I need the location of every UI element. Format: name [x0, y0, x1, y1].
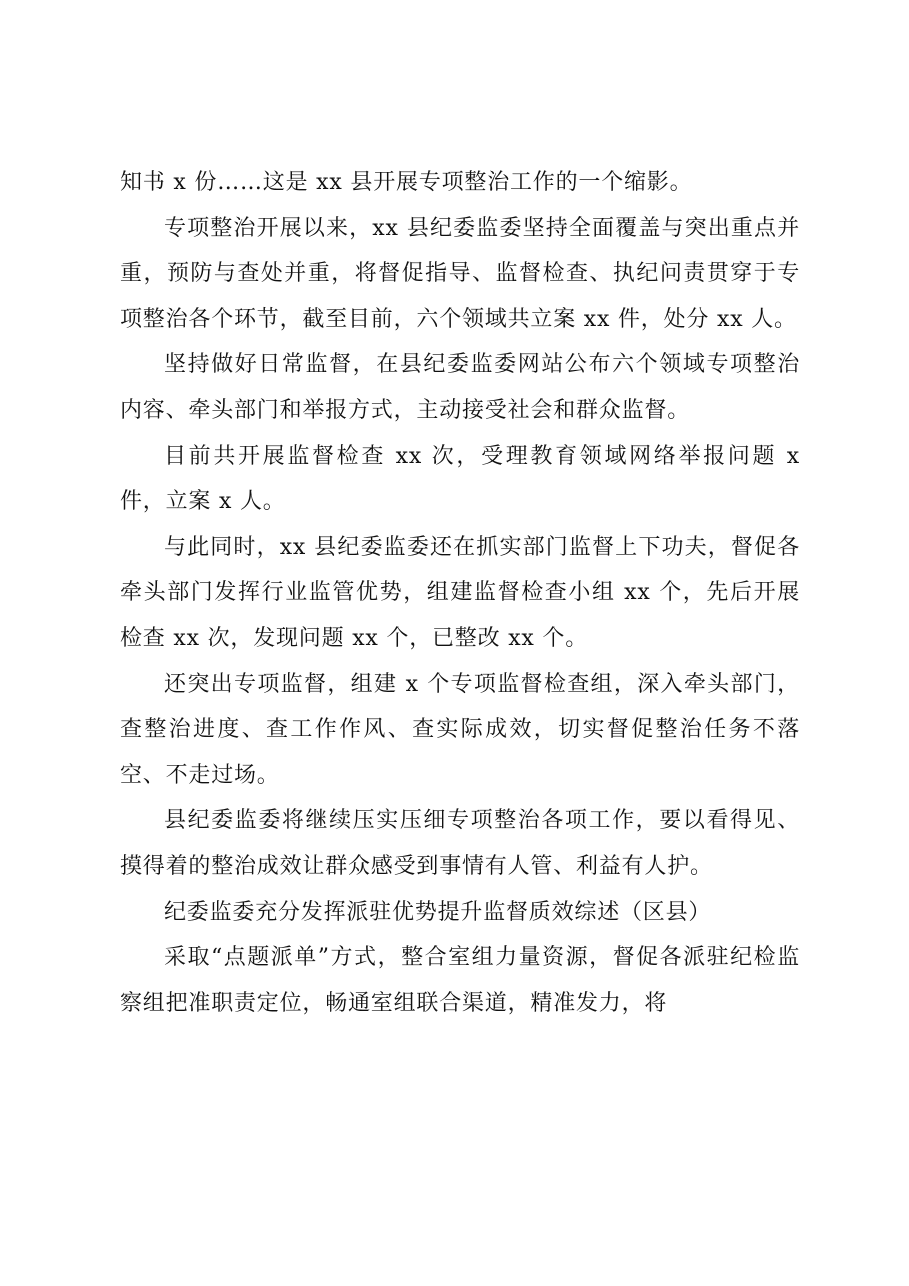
paragraph-inspection-stats: 目前共开展监督检查 xx 次，受理教育领域网络举报问题 x 件，立案 x 人。 [120, 443, 800, 515]
section-title: 纪委监委充分发挥派驻优势提升监督质效综述（区县） [164, 899, 712, 925]
paragraph-overview: 专项整治开展以来，xx 县纪委监委坚持全面覆盖与突出重点并重，预防与查处并重，将督促指导、监督检查、执纪问责贯穿于专项整治各个环节，截至目前，六个领域共立案 xx 件，处分 xx 人。 [120, 215, 800, 332]
document-body [120, 160, 800, 1026]
paragraph-department-supervision: 与此同时，xx 县纪委监委还在抓实部门监督上下功夫，督促各牵头部门发挥行业监管优势，组建监督检查小组 xx 个，先后开展检查 xx 次，发现问题 xx 个，已整改 xx 个。 [120, 534, 800, 651]
paragraph-continuation: 知书 x 份……这是 xx 县开展专项整治工作的一个缩影。 [120, 170, 693, 195]
paragraph-daily-supervision: 坚持做好日常监督，在县纪委监委网站公布六个领域专项整治内容、牵头部门和举报方式，主动接受社会和群众监督。 [120, 352, 800, 423]
paragraph-special-supervision: 还突出专项监督，组建 x 个专项监督检查组，深入牵头部门，查整治进度、查工作作风、查实际成效，切实督促整治任务不落空、不走过场。 [120, 671, 800, 788]
paragraph-conclusion: 县纪委监委将继续压实压细专项整治各项工作，要以看得见、摸得着的整治成效让群众感受到事情有人管、利益有人护。 [120, 808, 800, 879]
paragraph-dispatch-method: 采取“点题派单”方式，整合室组力量资源，督促各派驻纪检监察组把准职责定位，畅通室组联合渠道，精准发力，将 [120, 945, 800, 1016]
